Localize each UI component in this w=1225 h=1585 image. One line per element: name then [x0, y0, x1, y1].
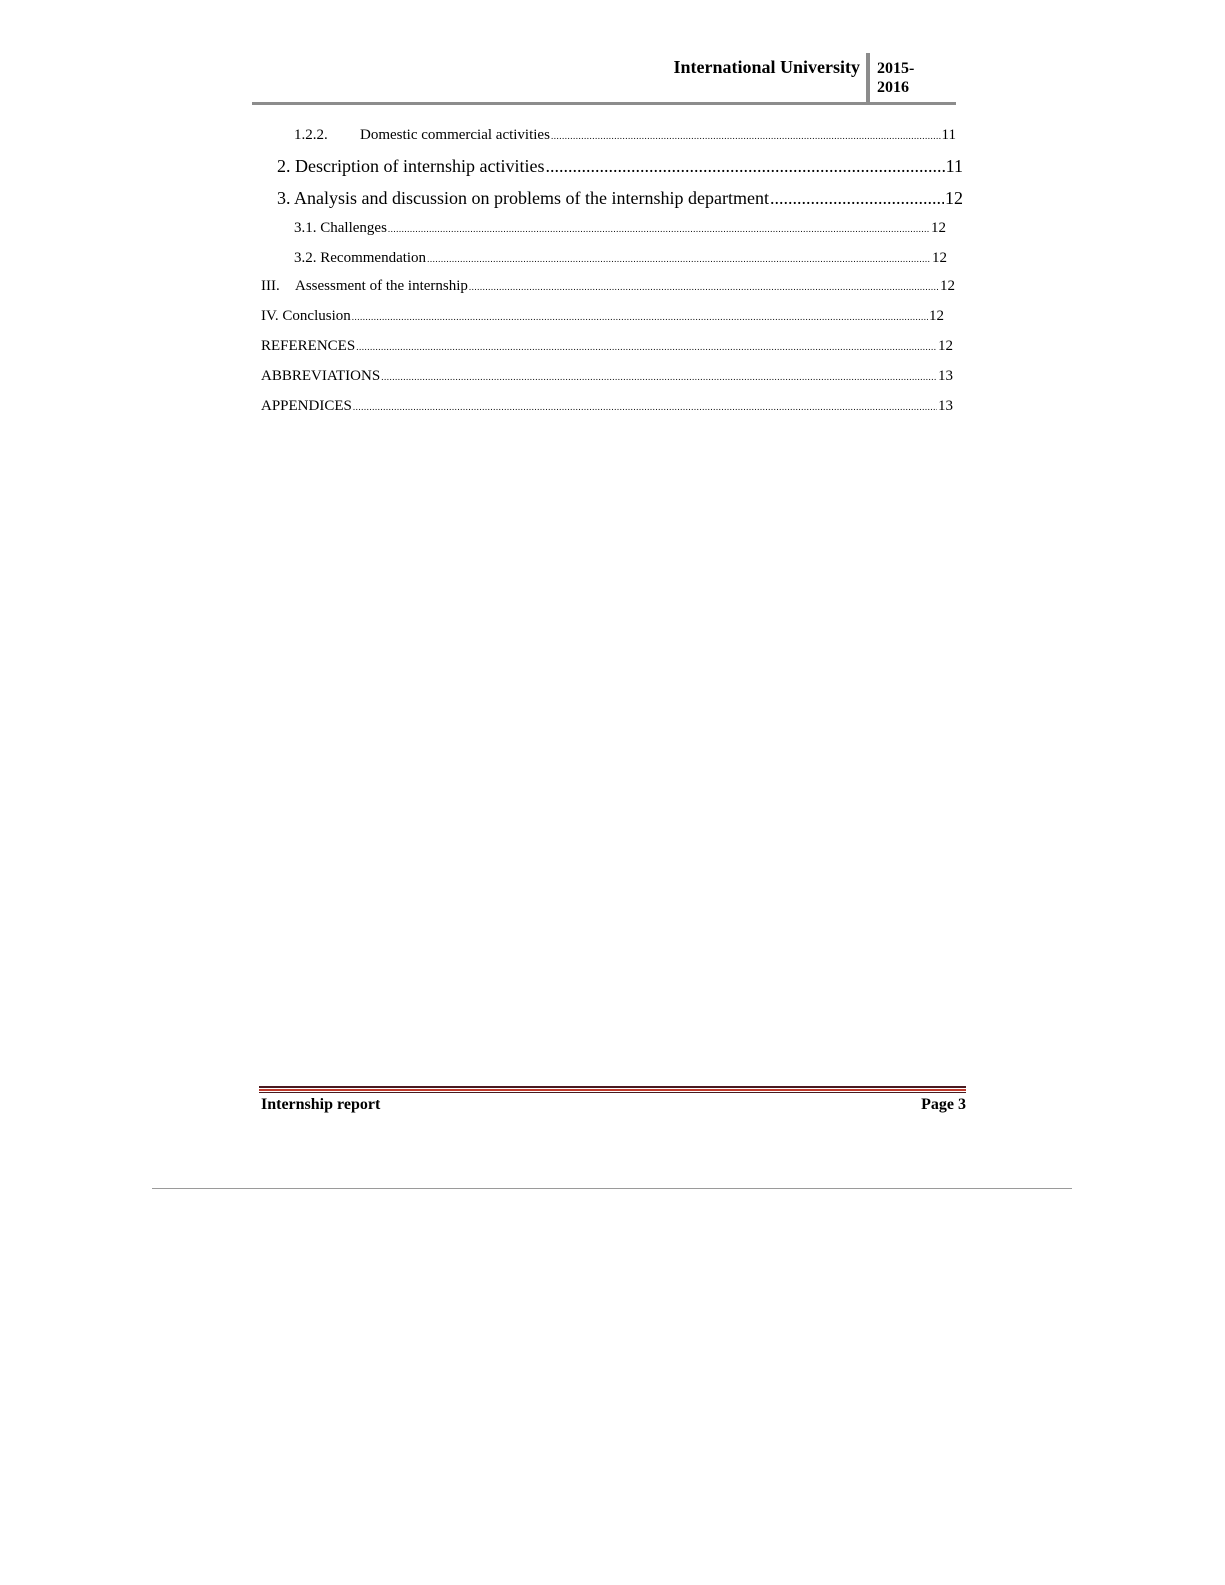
- toc-number: 3.: [277, 188, 291, 208]
- toc-entry[interactable]: [277, 188, 963, 209]
- toc-leader: [356, 342, 937, 352]
- footer-page-number: Page 3: [921, 1096, 966, 1113]
- toc-leader: [770, 188, 944, 209]
- header-institution: International University: [673, 57, 860, 77]
- toc-page: 11: [945, 156, 963, 176]
- footer-rule-accent: [259, 1089, 966, 1091]
- toc-page: 13: [938, 368, 953, 384]
- toc-entry[interactable]: [294, 220, 946, 237]
- toc-page: 12: [945, 188, 963, 208]
- toc-leader: [551, 131, 941, 141]
- footer-document-title: Internship report: [261, 1096, 381, 1113]
- toc-page: 13: [938, 398, 953, 414]
- toc-entry[interactable]: [261, 308, 944, 325]
- toc-leader: [352, 312, 928, 322]
- toc-entry[interactable]: [261, 278, 955, 295]
- toc-number: 3.1.: [294, 220, 317, 236]
- header-rule: [252, 102, 956, 105]
- toc-page: 12: [931, 220, 946, 236]
- toc-page: 12: [940, 278, 955, 294]
- toc-leader: [353, 402, 937, 412]
- toc-page: 12: [938, 338, 953, 354]
- toc-number: 3.2.: [294, 250, 317, 266]
- footer-rule-bottom: [259, 1092, 966, 1093]
- header-divider: [866, 53, 870, 104]
- toc-entry[interactable]: [294, 127, 956, 144]
- toc-page: 12: [929, 308, 944, 324]
- toc-number: 1.2.2.: [294, 127, 328, 143]
- toc-title: Assessment of the internship: [295, 278, 468, 294]
- toc-entry[interactable]: [261, 398, 953, 415]
- toc-page: 11: [941, 127, 956, 143]
- toc-title: REFERENCES: [261, 338, 356, 354]
- page-separator: [152, 1188, 1072, 1189]
- toc-entry[interactable]: [277, 156, 963, 177]
- toc-title: Domestic commercial activities: [360, 127, 550, 143]
- header-year: [877, 59, 937, 97]
- toc-title: Challenges: [320, 220, 387, 236]
- toc-title: Conclusion: [282, 308, 351, 324]
- toc-page: 12: [932, 250, 947, 266]
- header-year-line2: 2016: [877, 79, 909, 96]
- toc-number: 2.: [277, 156, 291, 176]
- toc-entry[interactable]: [261, 368, 953, 385]
- toc-leader: [469, 282, 939, 292]
- toc-leader: [427, 254, 931, 264]
- toc-number: IV.: [261, 308, 279, 324]
- toc-leader: [381, 372, 937, 382]
- toc-title: Analysis and discussion on problems of the internship department: [294, 188, 769, 208]
- header-year-line1: 2015-: [877, 60, 915, 77]
- toc-title: APPENDICES: [261, 398, 352, 414]
- toc-title: Description of internship activities: [295, 156, 545, 176]
- toc-title: ABBREVIATIONS: [261, 368, 381, 384]
- footer-rule: [259, 1086, 966, 1088]
- toc-entry[interactable]: [294, 250, 947, 267]
- toc-entry[interactable]: [261, 338, 953, 355]
- toc-title: Recommendation: [320, 250, 427, 266]
- toc-leader: [388, 224, 930, 234]
- toc-leader: [545, 156, 944, 177]
- toc-number: III.: [261, 278, 280, 294]
